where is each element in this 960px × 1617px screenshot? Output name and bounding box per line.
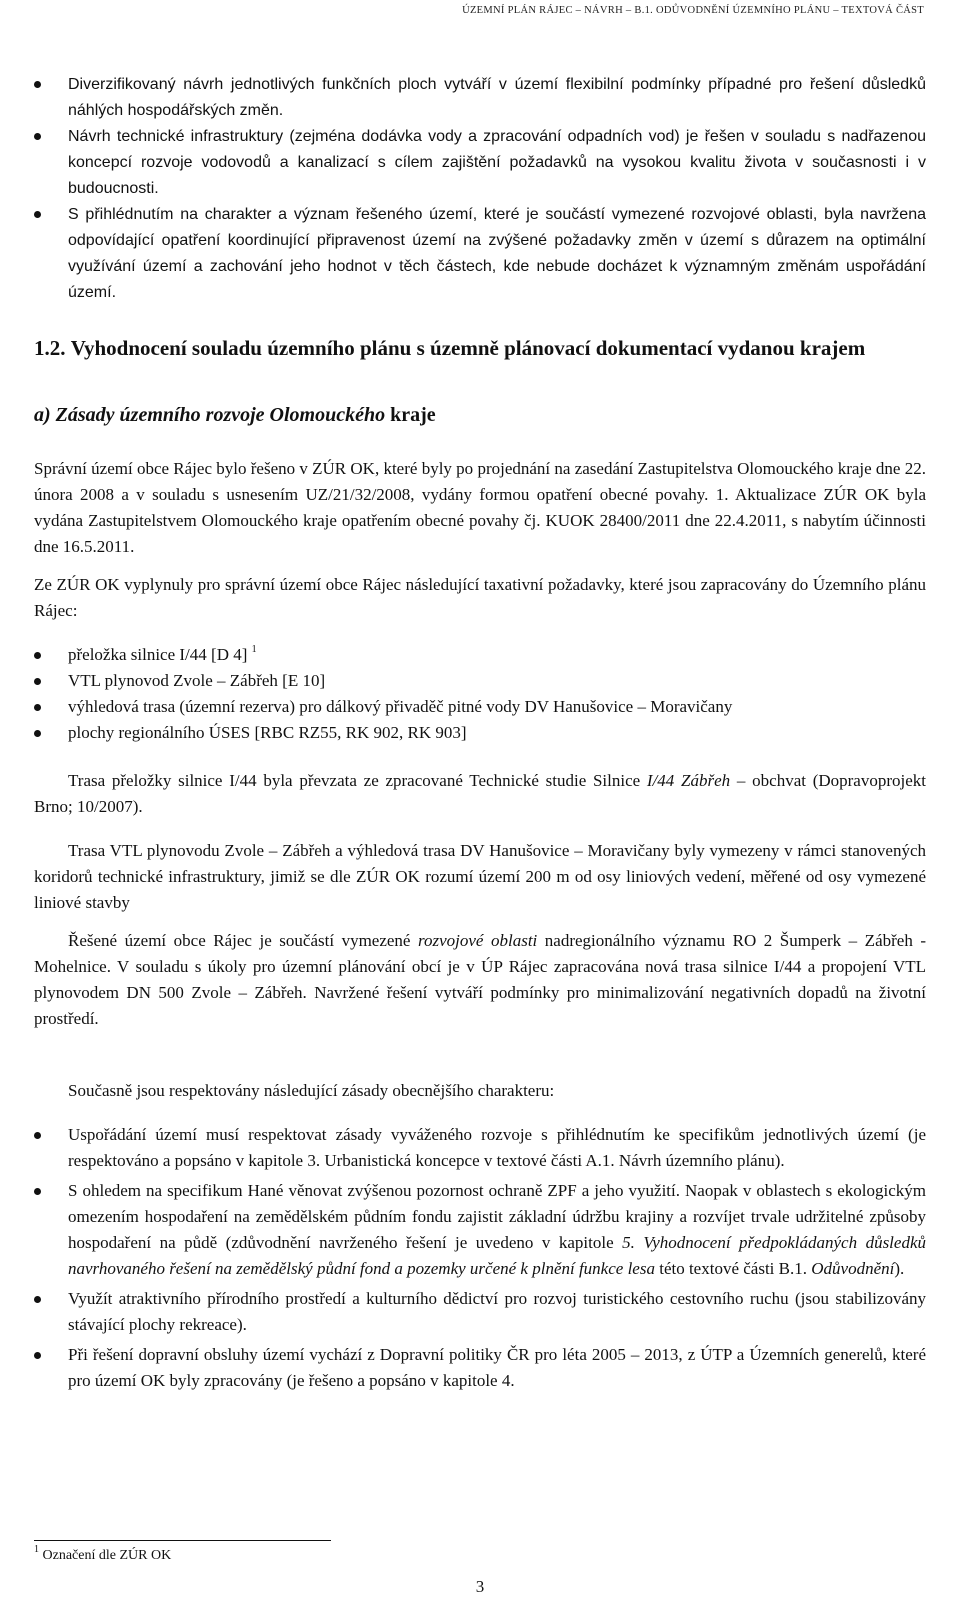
page-content (34, 72, 926, 1563)
paragraph-resene-uzemi: Řešené území obce Rájec je součástí vymezené rozvojové oblasti nadregionálního významu RO 2 Šumperk – Zábřeh - Mohelnice. V souladu s úkoly pro územní plánování obcí je v ÚP Rájec zapracována nová trasa silnice I/44 a propojení VTL plynovodem DN 500 Zvole – Zábřeh. Navržené řešení vytváří podmínky pro minimalizování negativních dopadů na životní prostředí. (34, 931, 926, 1028)
list-item: Využít atraktivního přírodního prostředí a kulturního dědictví pro rozvoj turistického cestovního ruchu (jsou stabilizovány stávající plochy rekreace). (68, 1289, 926, 1334)
requirements-list (34, 642, 926, 746)
list-item: S ohledem na specifikum Hané věnovat zvýšenou pozornost ochraně ZPF a jeho využití. Naopak v oblastech s ekologickým omezením hospodaření na zemědělském půdním fondu zajistit základní údržbu krajiny a rozvíjet trvale udržitelné způsoby hospodaření na půdě (zdůvodnění navrženého řešení je uvedeno v kapitole 5. Vyhodnocení předpokládaných důsledků navrhovaného řešení na zemědělský půdní fond a pozemky určené k plnění funkce lesa této textové části B.1. Odůvodnění). (68, 1181, 926, 1278)
running-header: ÚZEMNÍ PLÁN RÁJEC – NÁVRH – B.1. ODŮVODNĚNÍ ÚZEMNÍHO PLÁNU – TEXTOVÁ ČÁST (462, 5, 924, 16)
footnote-divider (34, 1540, 331, 1541)
list-item: VTL plynovod Zvole – Zábřeh [E 10] (68, 671, 326, 690)
paragraph-administrative: Správní území obce Rájec bylo řešeno v ZÚR OK, které byly po projednání na zasedání Zastupitelstva Olomouckého kraje dne 22. února 2008 a v souladu s usnesením UZ/21/32/2008, vydány formou opatření obecné povahy. 1. Aktualizace ZÚR OK byla vydána Zastupitelstvem Olomouckého kraje opatřením obecné povahy čj. KUOK 28400/2011 dne 22.4.2011, s nabytím účinnosti dne 16.5.2011. (34, 459, 926, 556)
paragraph-zur-intro: Ze ZÚR OK vyplynuly pro správní území obce Rájec následující taxativní požadavky, které jsou zapracovány do Územního plánu Rájec: (34, 575, 926, 620)
list-item: Diverzifikovaný návrh jednotlivých funkčních ploch vytváří v území flexibilní podmínky případné pro řešení důsledků náhlých hospodářských změn. (68, 76, 926, 119)
intro-bullet-list (34, 72, 926, 306)
rules-list (34, 1122, 926, 1394)
subsection-heading: a) Zásady územního rozvoje Olomouckého kraje (34, 404, 436, 426)
footnote-text: Označení dle ZÚR OK (42, 1548, 172, 1563)
paragraph-soucasne: Současně jsou respektovány následující zásady obecnějšího charakteru: (68, 1081, 555, 1100)
list-item: přeložka silnice I/44 [D 4] $^1$ (68, 644, 257, 664)
list-item: S přihlédnutím na charakter a význam řešeného území, které je součástí vymezené rozvojové oblasti, byla navržena odpovídající opatření koordinující připravenost území na zvýšené požadavky změn v území s důrazem na optimální využívání území a zachování jeho hodnot v těch částech, kde nebude docházet k významným změnám uspořádání území. (68, 206, 926, 301)
footnote (34, 1546, 171, 1566)
list-item: Při řešení dopravní obsluhy území vychází z Dopravní politiky ČR pro léta 2005 – 2013, z ÚTP a Územních generelů, které pro území OK byly zpracovány (je řešeno a popsáno v kapitole 4. (68, 1345, 926, 1390)
section-number: 1.2. (34, 336, 66, 360)
footnote-reference: 1 (251, 644, 257, 655)
section-title: Vyhodnocení souladu územního plánu s územně plánovací dokumentací vydanou krajem (70, 336, 866, 360)
page-number: 3 (475, 1577, 485, 1596)
paragraph-trasa-plynovod: Trasa VTL plynovodu Zvole – Zábřeh a výhledová trasa DV Hanušovice – Moravičany byly vymezeny v rámci stanovených koridorů technické infrastruktury, jimiž se dle ZÚR OK rozumí území 200 m od osy liniových vedení, měřené od osy vymezené liniové stavby (34, 841, 926, 912)
list-item: Uspořádání území musí respektovat zásady vyváženého rozvoje s přihlédnutím ke specifikům jednotlivých území (je respektováno a popsáno v kapitole 3. Urbanistická koncepce v textové části A.1. Návrh územního plánu). (68, 1125, 926, 1170)
footnote-number: 1 (34, 1544, 39, 1555)
section-heading (34, 333, 926, 363)
list-item: plochy regionálního ÚSES [RBC RZ55, RK 902, RK 903] (68, 723, 467, 742)
list-item: Návrh technické infrastruktury (zejména dodávka vody a zpracování odpadních vod) je řešen v souladu s nadřazenou koncepcí rozvoje vodovodů a kanalizací s cílem zajištění požadavků na vysokou kvalitu života v současnosti i v budoucnosti. (68, 128, 926, 197)
paragraph-trasa-silnice: Trasa přeložky silnice I/44 byla převzata ze zpracované Technické studie Silnice I/44 Zábřeh – obchvat (Dopravoprojekt Brno; 10/2007). (34, 771, 926, 816)
list-item: výhledová trasa (územní rezerva) pro dálkový přivaděč pitné vody DV Hanušovice – Moravičany (68, 697, 733, 716)
